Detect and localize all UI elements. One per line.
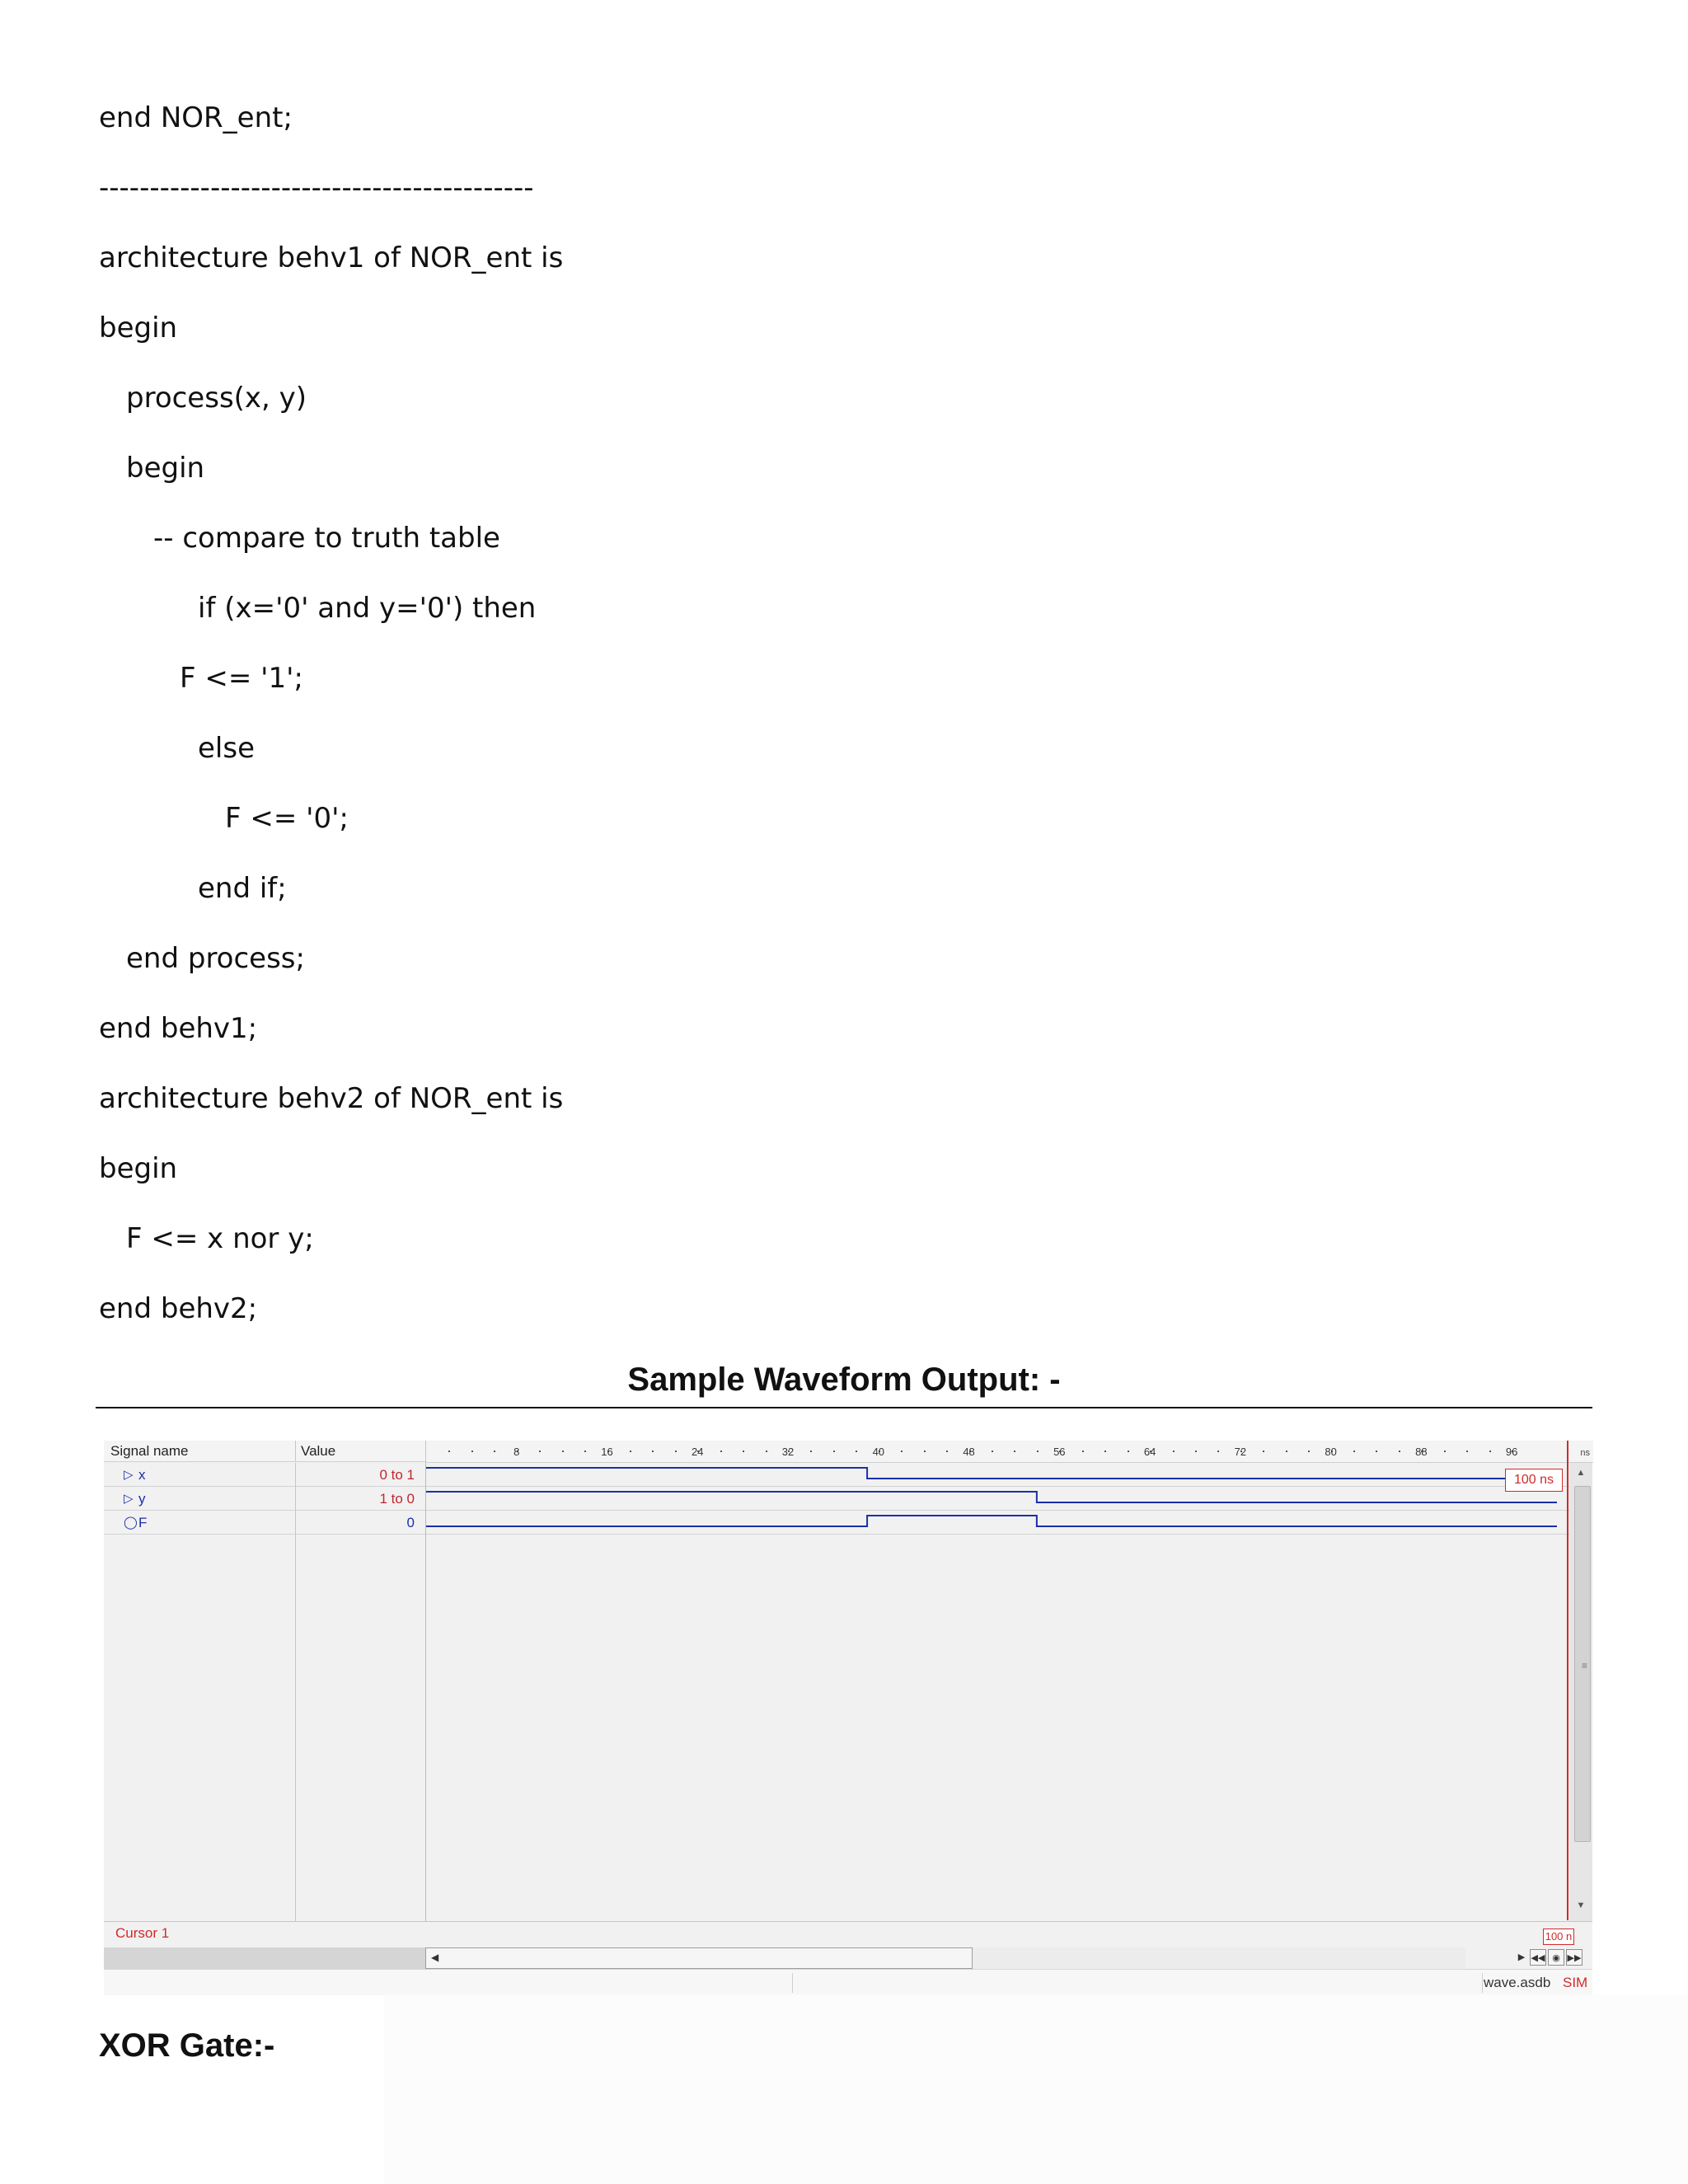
status-bar [104, 1969, 1592, 1995]
code-line: architecture behv1 of NOR_ent is [99, 241, 564, 274]
go-to-start-icon[interactable]: ◀◀ [1530, 1949, 1546, 1966]
scroll-left-arrow-icon[interactable]: ◀ [431, 1952, 439, 1963]
ruler-tick-mark [1399, 1451, 1400, 1452]
ruler-tick-label: 72 [1234, 1446, 1247, 1458]
code-line: begin [99, 312, 178, 344]
code-line: if (x='0' and y='0') then [198, 592, 537, 625]
ruler-tick-label: 16 [601, 1446, 613, 1458]
code-line: end process; [126, 942, 305, 975]
horizontal-scroll-row [104, 1946, 1592, 1969]
waveform-trace-f [426, 1516, 1557, 1526]
ruler-tick-mark [448, 1451, 450, 1452]
signal-name: x [138, 1467, 146, 1483]
ruler-tick-mark [1128, 1451, 1129, 1452]
waveform-trace-x [426, 1468, 1557, 1479]
signal-value-y: 1 to 0 [296, 1487, 426, 1511]
ruler-tick-mark [1014, 1451, 1015, 1452]
scroll-down-arrow-icon[interactable]: ▼ [1576, 1900, 1586, 1910]
output-port-icon: ◯ [124, 1516, 138, 1530]
signal-row-f[interactable] [104, 1511, 295, 1535]
ruler-tick-mark [1489, 1451, 1491, 1452]
ruler-tick-label: 80 [1325, 1446, 1337, 1458]
grip-icon: ≡ [1582, 1660, 1588, 1671]
vertical-scroll-thumb[interactable] [1574, 1486, 1591, 1842]
ruler-tick-mark [494, 1451, 495, 1452]
code-line: -- compare to truth table [153, 522, 500, 555]
ruler-tick-label: 48 [963, 1446, 975, 1458]
signal-name: y [138, 1491, 146, 1507]
ruler-tick-mark [1217, 1451, 1219, 1452]
cursor-bar [104, 1921, 1592, 1947]
scroll-spacer [104, 1947, 425, 1969]
waveform-traces [426, 1463, 1570, 1545]
vertical-scrollbar[interactable] [1569, 1463, 1592, 1921]
code-line: process(x, y) [126, 382, 307, 415]
ruler-tick-mark [810, 1451, 812, 1452]
input-port-icon: ▷ [124, 1492, 134, 1506]
code-line: end if; [198, 872, 287, 905]
ruler-tick-mark [901, 1451, 903, 1452]
signal-name-column [104, 1463, 295, 1921]
cursor-label[interactable]: Cursor 1 [115, 1925, 170, 1941]
ruler-tick-mark [766, 1451, 767, 1452]
waveform-area[interactable] [425, 1463, 1570, 1921]
code-line: end behv1; [99, 1012, 258, 1045]
ruler-tick-mark [471, 1451, 473, 1452]
signal-row-x[interactable] [104, 1463, 295, 1487]
ruler-tick-mark [675, 1451, 677, 1452]
code-line: F <= '0'; [225, 802, 349, 835]
ruler-tick-mark [562, 1451, 564, 1452]
ruler-tick-mark [584, 1451, 586, 1452]
ruler-tick-label: 96 [1505, 1446, 1518, 1458]
section-heading: Sample Waveform Output: - [627, 1361, 1061, 1398]
time-cursor[interactable] [1567, 1441, 1568, 1920]
ruler-tick-mark [1104, 1451, 1106, 1452]
status-divider [792, 1973, 793, 1993]
ruler-tick-mark [1082, 1451, 1084, 1452]
code-line: end NOR_ent; [99, 101, 293, 134]
next-section-heading: XOR Gate:- [99, 2027, 275, 2064]
ruler-tick-mark [1286, 1451, 1287, 1452]
horizontal-scroll-thumb[interactable] [425, 1947, 973, 1969]
cursor-time-flag: 100 ns [1505, 1469, 1563, 1492]
ruler-tick-label: 56 [1053, 1446, 1066, 1458]
go-to-end-icon[interactable]: ▶▶ [1566, 1949, 1582, 1966]
ruler-tick-mark [924, 1451, 926, 1452]
ruler-tick-mark [1173, 1451, 1175, 1452]
ruler-tick-label: 24 [692, 1446, 704, 1458]
ruler-tick-mark [1037, 1451, 1039, 1452]
ruler-tick-mark [652, 1451, 654, 1452]
signal-row-y[interactable] [104, 1487, 295, 1511]
waveform-trace-y [426, 1492, 1557, 1502]
code-line: else [198, 732, 255, 765]
code-line: begin [99, 1152, 178, 1185]
code-line: F <= '1'; [180, 662, 303, 695]
ruler-tick-mark [1353, 1451, 1355, 1452]
ruler-tick-label: 40 [872, 1446, 885, 1458]
signal-name-header[interactable]: Signal name [104, 1441, 295, 1462]
ruler-tick-mark [1376, 1451, 1377, 1452]
signal-value-x: 0 to 1 [296, 1463, 426, 1487]
status-file-name: wave.asdb [1484, 1975, 1551, 1990]
ruler-tick-label: 64 [1143, 1446, 1156, 1458]
horizontal-scrollbar[interactable] [425, 1947, 1465, 1969]
ruler-tick-label: 8 [513, 1446, 520, 1458]
play-icon[interactable]: ▶ [1517, 1952, 1526, 1962]
value-header[interactable]: Value [295, 1441, 425, 1462]
ruler-tick-mark [856, 1451, 857, 1452]
ruler-tick-mark [720, 1451, 722, 1452]
signal-name: F [138, 1515, 148, 1530]
ruler-tick-mark [1308, 1451, 1310, 1452]
code-line: architecture behv2 of NOR_ent is [99, 1082, 564, 1115]
ruler-tick-mark [946, 1451, 948, 1452]
time-ruler[interactable] [425, 1441, 1593, 1463]
input-port-icon: ▷ [124, 1468, 134, 1482]
code-line: end behv2; [99, 1292, 258, 1325]
status-mode: SIM [1563, 1975, 1588, 1990]
time-unit-label: ns [1580, 1448, 1590, 1458]
heading-rule [96, 1407, 1592, 1408]
ruler-tick-mark [1444, 1451, 1446, 1452]
status-divider [1482, 1973, 1483, 1993]
signal-value-f: 0 [296, 1511, 426, 1535]
ruler-tick-mark [1263, 1451, 1264, 1452]
ruler-tick-mark [630, 1451, 631, 1452]
ruler-tick-mark [833, 1451, 835, 1452]
code-line: F <= x nor y; [126, 1222, 314, 1255]
scroll-up-arrow-icon[interactable]: ▲ [1576, 1468, 1586, 1478]
ruler-tick-label: 32 [781, 1446, 795, 1458]
ruler-tick-mark [1195, 1451, 1197, 1452]
page-shade [384, 1994, 1688, 2184]
ruler-tick-mark [992, 1451, 993, 1452]
ruler-tick-mark [539, 1451, 541, 1452]
ruler-tick-mark [743, 1451, 744, 1452]
code-line: ------------------------------------------- [99, 171, 534, 204]
zoom-fit-icon[interactable]: ◉ [1548, 1949, 1564, 1966]
ruler-tick-label: 88 [1415, 1446, 1428, 1458]
cursor-time-readout: 100 n [1543, 1929, 1574, 1945]
value-column [295, 1463, 426, 1921]
waveform-viewer [104, 1441, 1592, 1995]
ruler-tick-mark [1466, 1451, 1468, 1452]
code-line: begin [126, 452, 205, 485]
